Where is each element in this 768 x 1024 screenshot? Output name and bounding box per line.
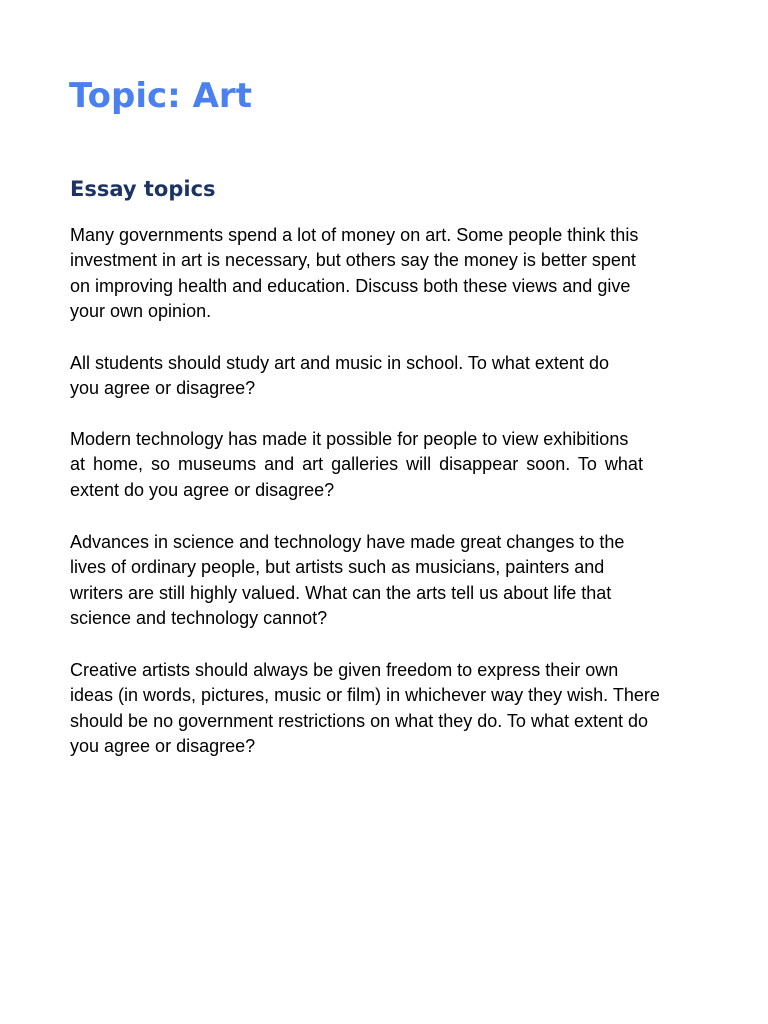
essay-topic-2 <box>70 351 609 402</box>
topic-line: should be no government restrictions on what they do. To what extent do <box>70 710 649 731</box>
topic-line: Advances in science and technology have made great changes to the <box>70 532 625 552</box>
topic-line: you agree or disagree? <box>70 735 256 756</box>
page-title: Topic: Art <box>69 76 252 116</box>
essay-topic-4 <box>70 530 624 631</box>
topic-line: you agree or disagree? <box>70 378 256 399</box>
topic-line: extent do you agree or disagree? <box>70 479 335 500</box>
topic-line: at home, so museums and art galleries will disappear soon. To what <box>70 454 643 475</box>
essay-topic-3 <box>70 427 643 503</box>
essay-topic-1 <box>70 223 638 324</box>
topic-line: on improving health and education. Discuss both these views and give <box>70 275 631 296</box>
topic-line: Modern technology has made it possible for people to view exhibitions <box>70 429 629 449</box>
topic-line: Creative artists should always be given freedom to express their own <box>70 660 619 680</box>
topic-line: lives of ordinary people, but artists such as musicians, painters and <box>70 557 605 578</box>
topic-line: your own opinion. <box>70 300 212 321</box>
section-heading: Essay topics <box>70 177 216 201</box>
topic-line: science and technology cannot? <box>70 607 328 628</box>
topic-line: ideas (in words, pictures, music or film) in whichever way they wish. There <box>70 685 660 706</box>
topic-line: writers are still highly valued. What can the arts tell us about life that <box>70 582 612 603</box>
topic-line: Many governments spend a lot of money on art. Some people think this <box>70 225 639 245</box>
essay-topic-5 <box>70 658 660 759</box>
topic-line: investment in art is necessary, but others say the money is better spent <box>70 250 636 271</box>
topic-line: All students should study art and music in school. To what extent do <box>70 353 609 373</box>
